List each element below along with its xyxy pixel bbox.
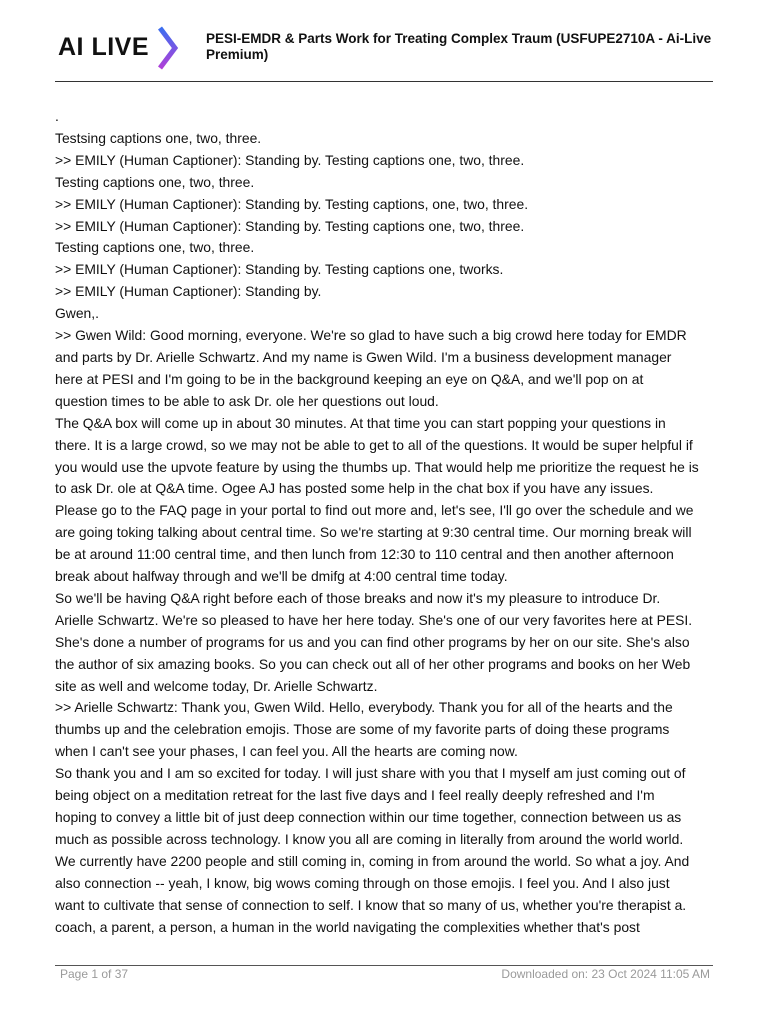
document-title: PESI-EMDR & Parts Work for Treating Complex Traum (USFUPE2710A - Ai-Live Premium): [206, 31, 712, 62]
download-timestamp: Downloaded on: 23 Oct 2024 11:05 AM: [501, 967, 710, 981]
transcript-line: We currently have 2200 people and still coming in, coming in from around the world. So what a joy. And: [55, 852, 690, 869]
transcript-line: She's done a number of programs for us and you can find other programs by her on our site. She's also: [55, 633, 690, 650]
transcript-line: there. It is a large crowd, so we may not be able to get to all of the questions. It would be super helpful if: [55, 436, 693, 453]
header-divider: [55, 81, 713, 82]
transcript-line: being object on a meditation retreat for the last five days and I feel really deeply refreshed and I'm: [55, 787, 655, 804]
transcript-line: Arielle Schwartz. We're so pleased to have her here today. She's one of our very favorites here at PESI.: [55, 611, 693, 628]
transcript-line: are going toking talking about central time. So we're starting at 9:30 central time. Our morning break will: [55, 524, 692, 541]
transcript-line: >> EMILY (Human Captioner): Standing by. Testing captions one, two, three.: [55, 217, 525, 234]
transcript-line: Please go to the FAQ page in your portal to find out more and, let's see, I'll go over the schedule and we: [55, 502, 694, 519]
transcript-line: here at PESI and I'm going to be in the background keeping an eye on Q&A, and we'll pop on at: [55, 370, 644, 387]
transcript-line: The Q&A box will come up in about 30 minutes. At that time you can start popping your questions in: [55, 414, 666, 431]
transcript-line: >> EMILY (Human Captioner): Standing by.: [55, 283, 322, 300]
transcript-line: >> EMILY (Human Captioner): Standing by. Testing captions one, two, three.: [55, 151, 525, 168]
logo-text: AI LIVE: [58, 33, 150, 61]
footer-divider: [55, 965, 713, 966]
transcript-line: Testing captions one, two, three.: [55, 239, 255, 256]
transcript-line: thumbs up and the celebration emojis. Those are some of my favorite parts of doing these programs: [55, 721, 670, 738]
transcript-line: So thank you and I am so excited for today. I will just share with you that I myself am just coming out of: [55, 765, 686, 782]
transcript-line: break about halfway through and we'll be dmifg at 4:00 central time today.: [55, 568, 508, 585]
transcript-line: Testsing captions one, two, three.: [55, 129, 262, 146]
transcript-line: coach, a parent, a person, a human in the world navigating the complexities whether that's post: [55, 918, 640, 935]
transcript-line: >> Gwen Wild: Good morning, everyone. We're so glad to have such a big crowd here today for EMDR: [55, 327, 687, 344]
transcript-line: the author of six amazing books. So you can check out all of her other programs and books on her Web: [55, 655, 691, 672]
transcript-line: hoping to convey a little bit of just deep connection within our time together, connection between us as: [55, 809, 682, 825]
transcript-line: be at around 11:00 central time, and then lunch from 12:30 to 110 central and then another afternoon: [55, 546, 674, 563]
transcript-line: site as well and welcome today, Dr. Arielle Schwartz.: [55, 677, 378, 694]
transcript-line: you would use the upvote feature by using the thumbs up. That would help me prioritize the request he is: [55, 458, 699, 475]
transcript-line: >> EMILY (Human Captioner): Standing by. Testing captions one, tworks.: [55, 261, 504, 278]
transcript-line: .: [55, 108, 59, 124]
page-number: Page 1 of 37: [60, 967, 129, 981]
transcript-line: >> EMILY (Human Captioner): Standing by. Testing captions, one, two, three.: [55, 195, 529, 212]
transcript-line: Testing captions one, two, three.: [55, 173, 255, 190]
transcript-line: >> Arielle Schwartz: Thank you, Gwen Wild. Hello, everybody. Thank you for all of the hearts and the: [55, 699, 673, 716]
transcript-line: Gwen,.: [55, 305, 100, 322]
transcript-line: So we'll be having Q&A right before each of those breaks and now it's my pleasure to introduce Dr.: [55, 589, 661, 606]
chevron-logo-icon: [156, 26, 180, 70]
transcript-line: and parts by Dr. Arielle Schwartz. And my name is Gwen Wild. I'm a business development manager: [55, 348, 672, 365]
transcript-line: question times to be able to ask Dr. ole her questions out loud.: [55, 392, 439, 409]
transcript-line: when I can't see your phases, I can feel you. All the hearts are coming now.: [55, 743, 518, 760]
transcript-body: [55, 106, 715, 938]
transcript-line: want to cultivate that sense of connection to self. I know that so many of us, whether you're therapist a.: [55, 896, 687, 913]
transcript-line: much as possible across technology. I know you all are coming in literally from around the world world.: [55, 830, 684, 847]
ai-live-logo: [58, 26, 182, 70]
transcript-line: to ask Dr. ole at Q&A time. Ogee AJ has posted some help in the chat box if you have any issues.: [55, 480, 654, 497]
transcript-line: also connection -- yeah, I know, big wows coming through on those emojis. I feel you. And I also just: [55, 874, 670, 891]
